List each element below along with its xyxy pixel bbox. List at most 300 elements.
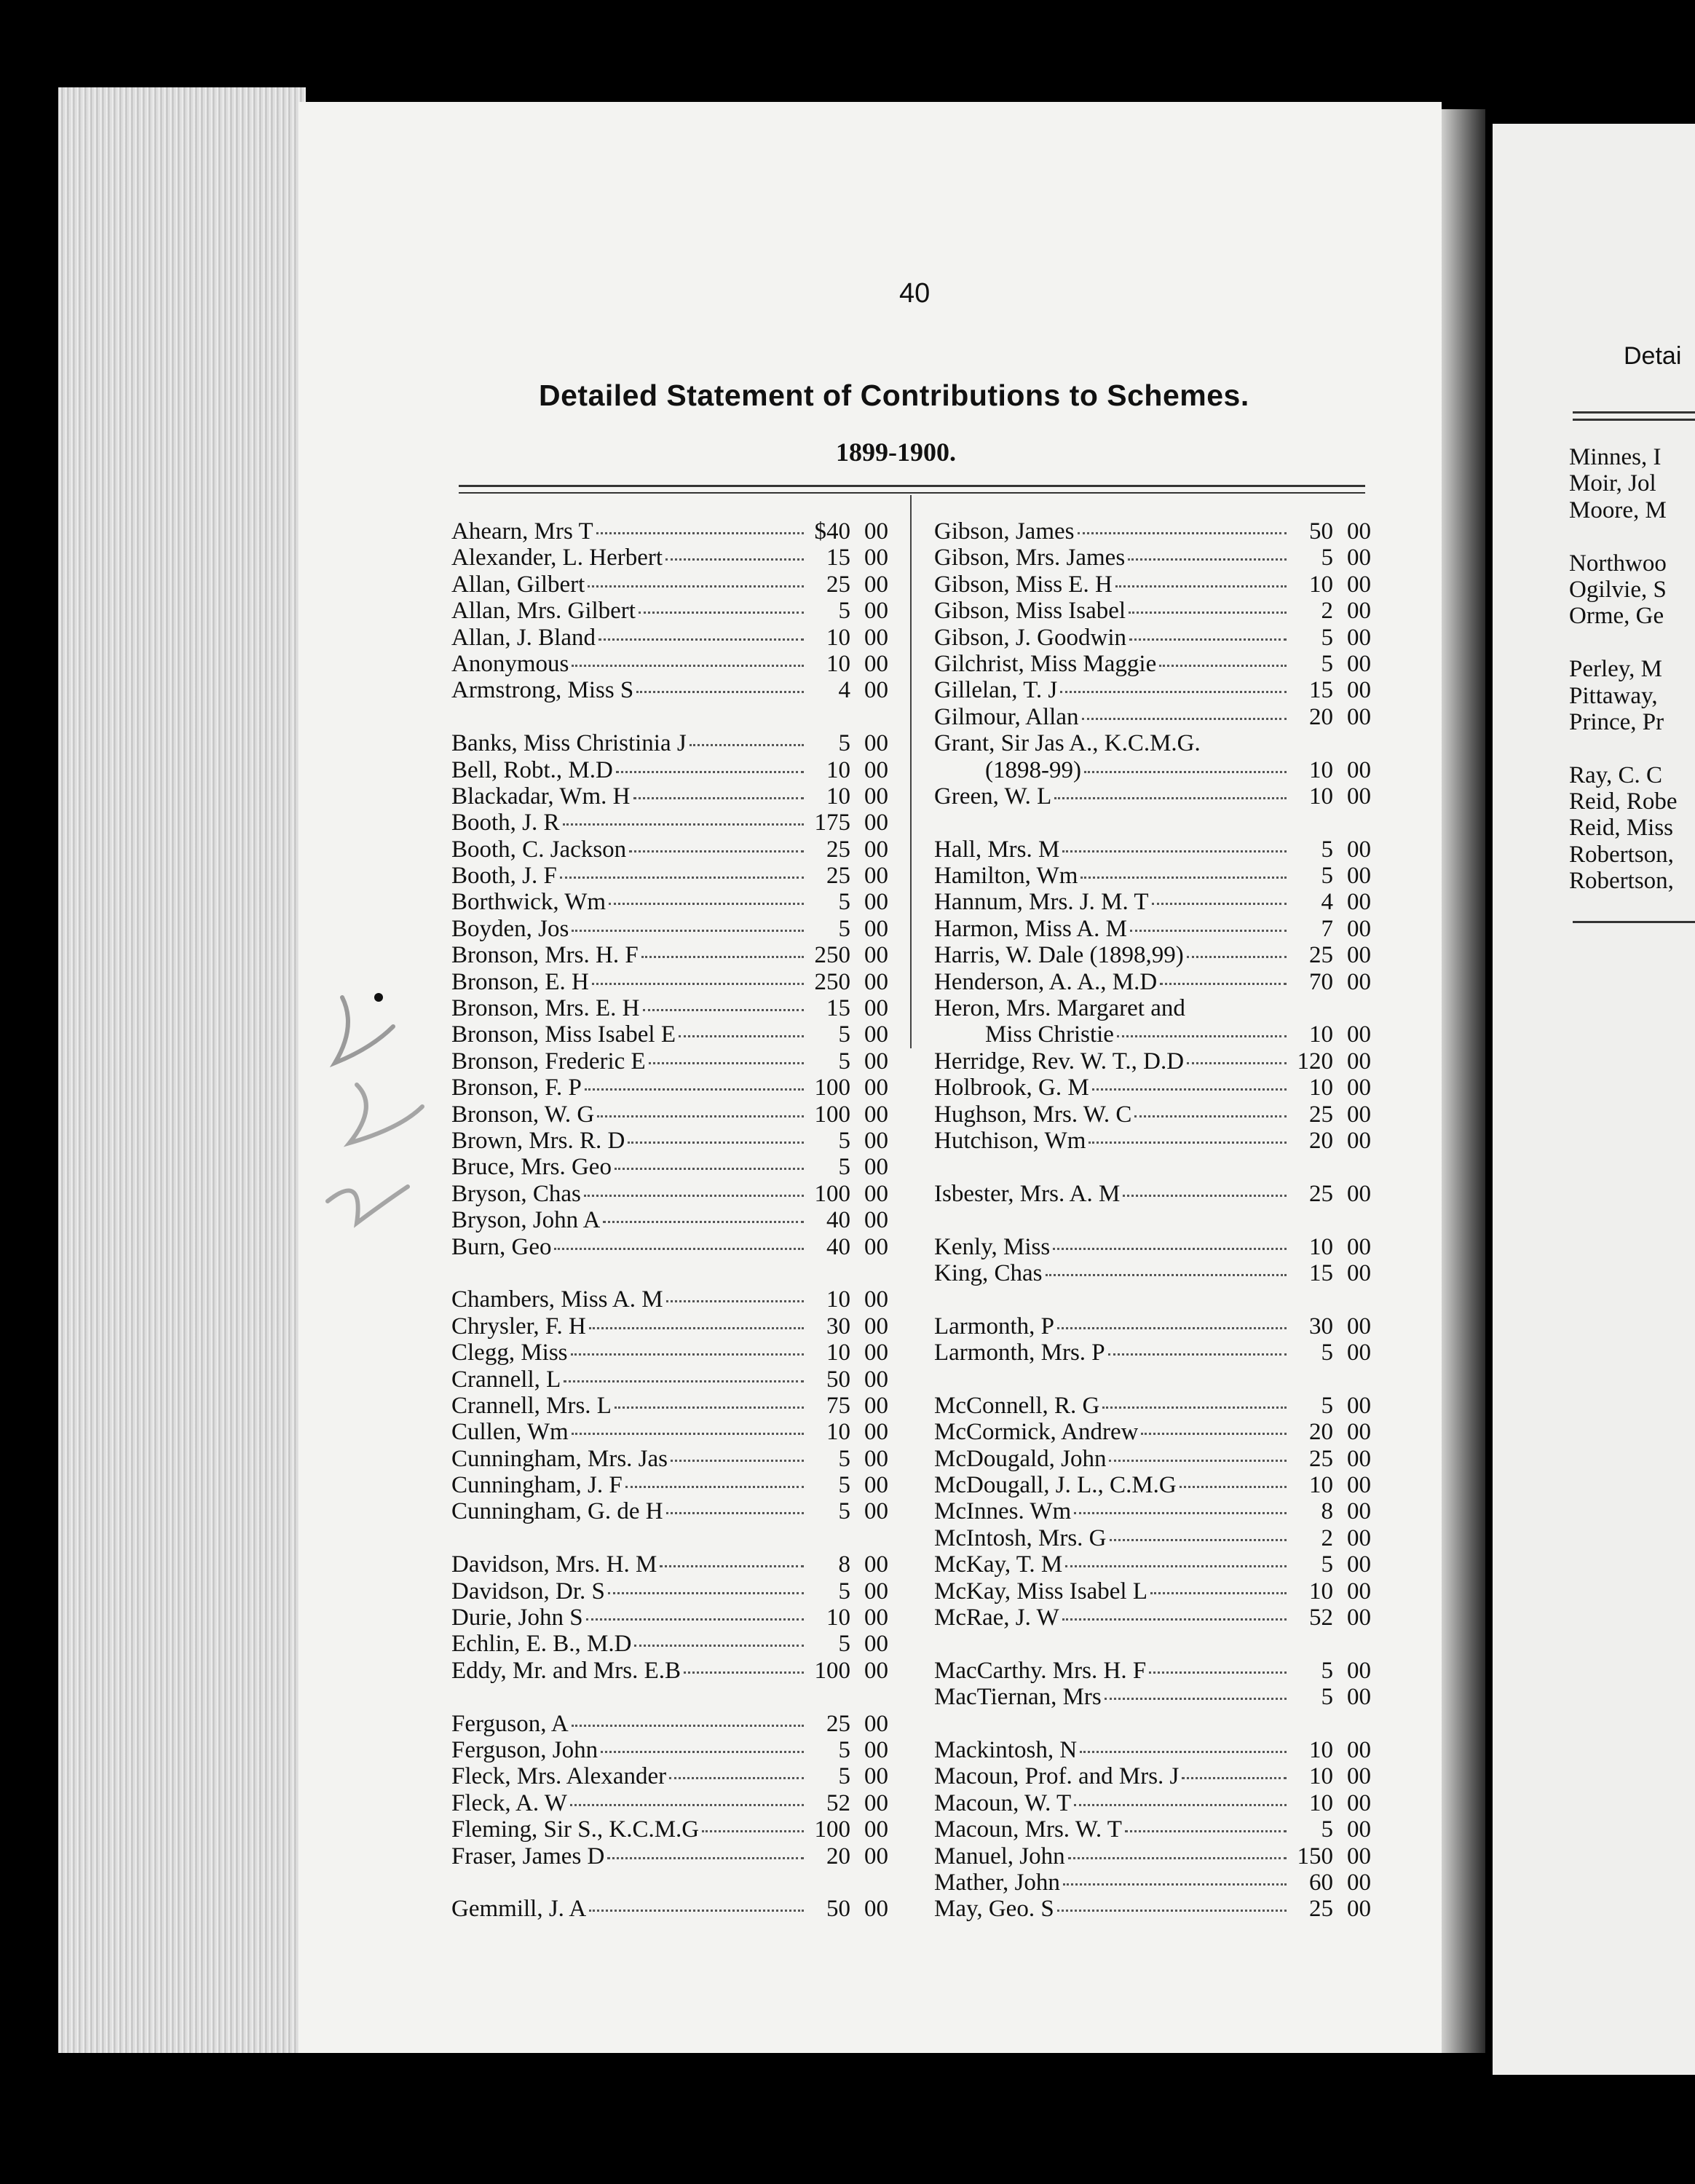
contribution-amount — [1289, 651, 1371, 678]
amount-cents: 00 — [1347, 1472, 1371, 1499]
contributor-name: Chambers, Miss A. M — [451, 1286, 663, 1313]
page-title: Detailed Statement of Contributions to Schemes. — [539, 379, 1249, 412]
contributor-name: Armstrong, Miss S — [451, 677, 634, 704]
amount-dollars: 50 — [1309, 518, 1333, 545]
amount-cents: 00 — [1347, 1498, 1371, 1525]
contribution-amount — [807, 916, 888, 943]
amount-cents: 00 — [864, 1392, 888, 1419]
next-page-entry: Robertson, — [1569, 841, 1674, 868]
amount-dollars: 52 — [1309, 1605, 1333, 1631]
contribution-entry — [451, 1631, 888, 1657]
amount-cents: 00 — [1347, 1605, 1371, 1631]
contributor-name: Larmonth, Mrs. P — [934, 1340, 1105, 1366]
amount-dollars: 100 — [814, 1657, 850, 1684]
contributor-name: Allan, J. Bland — [451, 624, 596, 651]
dot-leader — [1078, 515, 1287, 534]
contributor-name: Fleck, Mrs. Alexander — [451, 1763, 667, 1790]
amount-dollars: 25 — [1309, 1896, 1333, 1923]
amount-dollars: 250 — [814, 942, 850, 969]
amount-cents: 00 — [864, 1021, 888, 1048]
amount-dollars: 52 — [826, 1789, 850, 1816]
amount-cents: 00 — [864, 545, 888, 571]
amount-cents: 00 — [1347, 756, 1371, 783]
contribution-amount — [807, 625, 888, 652]
amount-cents: 00 — [864, 1207, 888, 1234]
amount-cents: 00 — [1347, 1843, 1371, 1870]
amount-cents: 00 — [1347, 1313, 1371, 1340]
dot-leader — [589, 1892, 804, 1912]
contributor-name: Booth, C. Jackson — [451, 836, 627, 863]
dot-leader — [571, 1336, 804, 1356]
amount-dollars: 10 — [1309, 756, 1333, 783]
amount-dollars: 5 — [838, 1154, 850, 1181]
amount-cents: 00 — [1347, 703, 1371, 730]
contributor-name: Henderson, A. A., M.D — [934, 968, 1158, 995]
contributor-name: Gibson, Mrs. James — [934, 545, 1126, 571]
contribution-amount — [807, 1551, 888, 1578]
contribution-amount — [807, 995, 888, 1022]
contribution-entry — [451, 1419, 888, 1445]
dot-leader — [1141, 1415, 1287, 1435]
next-page-entry: Minnes, I — [1569, 444, 1662, 470]
amount-cents: 00 — [864, 1472, 888, 1499]
amount-cents: 00 — [864, 1736, 888, 1763]
contributor-name: Hall, Mrs. M — [934, 836, 1060, 863]
amount-cents: 00 — [1347, 889, 1371, 916]
dot-leader — [1054, 780, 1287, 799]
dot-leader — [1102, 1389, 1287, 1409]
dot-leader — [570, 1787, 804, 1806]
amount-cents: 00 — [864, 1710, 888, 1737]
contributor-name: Manuel, John — [934, 1843, 1065, 1870]
amount-dollars: 5 — [838, 1631, 850, 1658]
contributor-name: Larmonth, P — [934, 1313, 1054, 1340]
dot-leader — [666, 1495, 804, 1514]
amount-cents: 00 — [864, 1763, 888, 1790]
dot-leader — [584, 1177, 804, 1197]
amount-dollars: 10 — [826, 624, 850, 651]
contribution-amount — [1289, 1021, 1371, 1048]
amount-cents: 00 — [864, 942, 888, 969]
contributor-name: Hamilton, Wm — [934, 863, 1078, 890]
amount-cents: 00 — [864, 1896, 888, 1923]
dot-leader — [1134, 1098, 1287, 1117]
contribution-entry — [451, 1843, 888, 1870]
amount-dollars: 40 — [826, 1207, 850, 1234]
contribution-amount — [1289, 1128, 1371, 1155]
contribution-amount — [1289, 1393, 1371, 1420]
contributor-name: Gilmour, Allan — [934, 703, 1079, 730]
amount-dollars: 10 — [1309, 1578, 1333, 1605]
contributor-name: Gemmill, J. A — [451, 1896, 587, 1923]
contributor-name: (1898-99) — [985, 756, 1081, 783]
contributor-name: Allan, Mrs. Gilbert — [451, 598, 636, 625]
contributor-name: Hutchison, Wm — [934, 1127, 1086, 1154]
amount-dollars: 25 — [1309, 1445, 1333, 1472]
contribution-entry — [934, 1021, 1371, 1048]
next-page-entry — [1569, 735, 1677, 761]
amount-cents: 00 — [1347, 650, 1371, 677]
amount-cents: 00 — [864, 1631, 888, 1658]
contribution-entry — [934, 704, 1371, 730]
amount-cents: 00 — [864, 1313, 888, 1340]
amount-cents: 00 — [1347, 624, 1371, 651]
amount-cents: 00 — [864, 1498, 888, 1525]
amount-cents: 00 — [1347, 863, 1371, 890]
amount-dollars: 75 — [826, 1392, 850, 1419]
contributor-name: Isbester, Mrs. A. M — [934, 1180, 1121, 1207]
amount-cents: 00 — [1347, 836, 1371, 863]
dot-leader — [684, 1654, 804, 1674]
amount-cents: 00 — [1347, 677, 1371, 704]
next-page-entry: Moir, Jol — [1569, 470, 1656, 497]
dot-leader — [649, 1045, 804, 1064]
amount-dollars: 5 — [838, 730, 850, 757]
contribution-entry — [451, 1234, 888, 1260]
amount-cents: 00 — [864, 677, 888, 704]
dot-leader — [633, 780, 805, 799]
dot-leader — [702, 1813, 804, 1832]
contribution-amount — [807, 836, 888, 863]
contribution-amount — [1289, 1101, 1371, 1128]
amount-cents: 00 — [864, 1180, 888, 1207]
contribution-amount — [1289, 1446, 1371, 1473]
amount-dollars: $40 — [814, 518, 850, 545]
contribution-amount — [807, 1605, 888, 1631]
amount-cents: 00 — [1347, 571, 1371, 598]
contribution-amount — [1289, 1578, 1371, 1605]
amount-cents: 00 — [1347, 1419, 1371, 1446]
contribution-amount — [807, 1578, 888, 1605]
contributor-name: Bruce, Mrs. Geo — [451, 1154, 612, 1181]
page-number: 40 — [899, 278, 931, 309]
dot-leader — [1105, 1680, 1287, 1700]
contributor-name: Bronson, E. H — [451, 968, 589, 995]
dot-leader — [665, 541, 804, 561]
dot-leader — [1074, 1787, 1287, 1806]
dot-leader — [1125, 1813, 1287, 1832]
dot-leader — [608, 1575, 804, 1594]
contributor-name: Ferguson, John — [451, 1736, 598, 1763]
contribution-amount — [1289, 1048, 1371, 1075]
amount-dollars: 25 — [1309, 1180, 1333, 1207]
contribution-amount — [807, 757, 888, 784]
amount-cents: 00 — [864, 1816, 888, 1843]
amount-cents: 00 — [864, 810, 888, 836]
next-page-entry: Ray, C. C — [1569, 761, 1663, 788]
contributor-name: Bryson, John A — [451, 1207, 601, 1234]
contribution-entry — [934, 916, 1371, 942]
contribution-amount — [807, 1763, 888, 1790]
amount-dollars: 5 — [838, 1445, 850, 1472]
amount-dollars: 60 — [1309, 1869, 1333, 1896]
amount-dollars: 10 — [826, 1605, 850, 1631]
amount-cents: 00 — [1347, 1233, 1371, 1260]
contribution-amount — [807, 942, 888, 969]
contribution-amount — [1289, 1181, 1371, 1208]
contribution-amount — [807, 1498, 888, 1525]
contributor-name: Harris, W. Dale (1898,99) — [934, 942, 1184, 969]
amount-dollars: 150 — [1297, 1843, 1333, 1870]
dot-leader — [1123, 1177, 1287, 1197]
contribution-amount — [1289, 863, 1371, 890]
amount-dollars: 10 — [1309, 783, 1333, 810]
contributor-name: McIntosh, Mrs. G — [934, 1524, 1107, 1551]
dot-leader — [636, 673, 804, 693]
dot-leader — [560, 859, 804, 879]
amount-dollars: 25 — [826, 836, 850, 863]
contribution-amount — [1289, 916, 1371, 943]
amount-dollars: 120 — [1297, 1048, 1333, 1075]
contribution-amount — [807, 1631, 888, 1658]
contributor-name: Echlin, E. B., M.D — [451, 1631, 632, 1658]
contributor-name: Banks, Miss Christinia J — [451, 730, 687, 757]
amount-dollars: 5 — [838, 1763, 850, 1790]
dot-leader — [597, 1098, 804, 1117]
amount-dollars: 5 — [838, 1127, 850, 1154]
amount-cents: 00 — [864, 1445, 888, 1472]
amount-dollars: 5 — [1321, 545, 1333, 571]
contribution-amount — [1289, 942, 1371, 969]
amount-cents: 00 — [1347, 1896, 1371, 1923]
contribution-amount — [807, 1472, 888, 1499]
contribution-amount — [807, 598, 888, 625]
dot-leader — [1152, 885, 1287, 905]
amount-cents: 00 — [864, 598, 888, 625]
dot-leader — [1129, 594, 1287, 614]
contribution-entry — [934, 969, 1371, 995]
dot-leader — [634, 1627, 804, 1647]
contributor-name: Fraser, James D — [451, 1843, 605, 1870]
contributor-name: Bronson, Mrs. H. F — [451, 942, 639, 969]
amount-cents: 00 — [1347, 1736, 1371, 1763]
contributor-name: Bronson, F. P — [451, 1075, 582, 1101]
dot-leader — [589, 1310, 804, 1329]
dot-leader — [628, 1124, 804, 1144]
contributor-name: Anonymous — [451, 650, 569, 677]
contribution-amount — [1289, 1525, 1371, 1552]
amount-cents: 00 — [1347, 915, 1371, 942]
contributor-name: Macoun, Mrs. W. T — [934, 1816, 1122, 1843]
contributor-name: Chrysler, F. H — [451, 1313, 586, 1340]
contributor-name: Ahearn, Mrs T — [451, 518, 593, 545]
page-subtitle: 1899-1900. — [836, 438, 956, 467]
contributor-name: Gibson, Miss Isabel — [934, 598, 1126, 625]
contribution-amount — [807, 1207, 888, 1234]
next-page-entry: Reid, Robe — [1569, 788, 1678, 815]
amount-cents: 00 — [864, 1154, 888, 1181]
amount-dollars: 5 — [838, 1578, 850, 1605]
amount-cents: 00 — [864, 756, 888, 783]
amount-cents: 00 — [1347, 545, 1371, 571]
dot-leader — [585, 1071, 804, 1091]
contribution-amount — [1289, 1419, 1371, 1446]
contribution-amount — [807, 677, 888, 704]
contributor-name: Macoun, W. T — [934, 1789, 1072, 1816]
amount-cents: 00 — [864, 1843, 888, 1870]
dot-leader — [679, 1018, 804, 1037]
contributor-name: Fleck, A. W — [451, 1789, 567, 1816]
contributor-name: Davidson, Mrs. H. M — [451, 1551, 657, 1578]
amount-dollars: 100 — [814, 1075, 850, 1101]
amount-cents: 00 — [1347, 783, 1371, 810]
dot-leader — [1080, 859, 1287, 879]
amount-dollars: 50 — [826, 1896, 850, 1923]
contributor-name: Durie, John S — [451, 1605, 583, 1631]
dot-leader — [1057, 1892, 1287, 1912]
contributor-name: Davidson, Dr. S — [451, 1578, 605, 1605]
dot-leader — [592, 965, 804, 985]
contributor-name: Gibson, J. Goodwin — [934, 624, 1127, 651]
contribution-amount — [807, 730, 888, 757]
contribution-amount — [1289, 1498, 1371, 1525]
amount-cents: 00 — [864, 650, 888, 677]
contributor-name: Bronson, W. G — [451, 1101, 595, 1128]
contribution-entry — [934, 1605, 1371, 1631]
contribution-entry — [934, 942, 1371, 968]
dot-leader — [643, 992, 804, 1011]
amount-dollars: 5 — [1321, 863, 1333, 890]
amount-dollars: 5 — [1321, 1684, 1333, 1711]
amount-cents: 00 — [1347, 1816, 1371, 1843]
amount-cents: 00 — [1347, 598, 1371, 625]
amount-cents: 00 — [864, 836, 888, 863]
contributor-name: Macoun, Prof. and Mrs. J — [934, 1763, 1180, 1790]
contributor-name: Clegg, Miss — [451, 1340, 568, 1366]
contributor-name: McInnes. Wm — [934, 1498, 1072, 1525]
amount-dollars: 5 — [1321, 624, 1333, 651]
contribution-amount — [807, 1101, 888, 1128]
amount-cents: 00 — [864, 1605, 888, 1631]
dot-leader — [1149, 1654, 1287, 1674]
amount-dollars: 10 — [1309, 1472, 1333, 1499]
amount-dollars: 10 — [1309, 1789, 1333, 1816]
dot-leader — [607, 1840, 804, 1859]
contributor-name: King, Chas — [934, 1259, 1043, 1286]
contributor-name: Eddy, Mr. and Mrs. E.B — [451, 1657, 681, 1684]
book-page-edges — [58, 87, 306, 2053]
amount-dollars: 5 — [838, 1498, 850, 1525]
amount-dollars: 15 — [1309, 1259, 1333, 1286]
amount-cents: 00 — [864, 889, 888, 916]
dot-leader — [572, 1707, 804, 1727]
contribution-amount — [807, 1154, 888, 1181]
contribution-entry — [451, 995, 888, 1021]
next-page-entry: Robertson, — [1569, 868, 1674, 895]
contributor-name: Gibson, Miss E. H — [934, 571, 1113, 598]
contribution-amount — [1289, 1843, 1371, 1870]
amount-cents: 00 — [864, 915, 888, 942]
amount-dollars: 5 — [838, 1048, 850, 1075]
next-page-rule — [1573, 419, 1695, 421]
contributor-name: May, Geo. S — [934, 1896, 1054, 1923]
amount-dollars: 5 — [1321, 1392, 1333, 1419]
contributor-name: Gilchrist, Miss Maggie — [934, 650, 1157, 677]
amount-dollars: 15 — [826, 995, 850, 1022]
contribution-entry — [934, 783, 1371, 810]
amount-dollars: 10 — [1309, 571, 1333, 598]
amount-dollars: 15 — [826, 545, 850, 571]
amount-dollars: 15 — [1309, 677, 1333, 704]
amount-dollars: 5 — [838, 1736, 850, 1763]
contribution-amount — [807, 783, 888, 810]
contributor-name: Harmon, Miss A. M — [934, 915, 1127, 942]
contribution-amount — [807, 1128, 888, 1155]
contributor-name: Holbrook, G. M — [934, 1075, 1089, 1101]
dot-leader — [1065, 1548, 1287, 1567]
contributor-name: Ferguson, A — [451, 1710, 569, 1737]
contribution-amount — [1289, 625, 1371, 652]
amount-dollars: 2 — [1321, 598, 1333, 625]
contribution-entry — [934, 1446, 1371, 1472]
contribution-amount — [1289, 571, 1371, 598]
next-page-entry: Pittaway, — [1569, 682, 1658, 709]
contribution-amount — [1289, 1234, 1371, 1261]
contributor-name: Crannell, Mrs. L — [451, 1392, 612, 1419]
contribution-amount — [807, 1737, 888, 1764]
amount-dollars: 4 — [1321, 889, 1333, 916]
contribution-amount — [1289, 1340, 1371, 1366]
dot-leader — [1062, 1601, 1287, 1621]
dot-leader — [601, 1733, 804, 1753]
dot-leader — [1110, 1522, 1287, 1541]
contributor-name: Booth, J. F — [451, 863, 557, 890]
contributor-name: Crannell, L — [451, 1366, 561, 1393]
dot-leader — [586, 1601, 804, 1621]
contributor-name: Cullen, Wm — [451, 1419, 569, 1446]
contribution-amount — [1289, 1737, 1371, 1764]
contributor-name: Booth, J. R — [451, 810, 560, 836]
contribution-amount — [807, 1446, 888, 1473]
amount-cents: 00 — [1347, 1392, 1371, 1419]
contributor-name: Hughson, Mrs. W. C — [934, 1101, 1132, 1128]
book-gutter — [1442, 109, 1485, 2053]
dot-leader — [615, 1150, 804, 1170]
dot-leader — [598, 621, 804, 641]
contributor-name: Cunningham, G. de H — [451, 1498, 663, 1525]
contribution-amount — [807, 1234, 888, 1261]
header-rule — [459, 492, 1365, 494]
contribution-amount — [807, 1340, 888, 1366]
contribution-amount — [807, 1021, 888, 1048]
contribution-amount — [807, 1366, 888, 1393]
amount-cents: 00 — [864, 1075, 888, 1101]
header-rule — [459, 485, 1365, 487]
amount-dollars: 5 — [1321, 1657, 1333, 1684]
dot-leader — [572, 912, 804, 932]
contributor-name: Blackadar, Wm. H — [451, 783, 631, 810]
amount-dollars: 8 — [1321, 1498, 1333, 1525]
amount-dollars: 70 — [1309, 968, 1333, 995]
amount-cents: 00 — [864, 1127, 888, 1154]
amount-cents: 00 — [864, 518, 888, 545]
dot-leader — [563, 806, 804, 826]
amount-cents: 00 — [1347, 1445, 1371, 1472]
dot-leader — [1057, 1310, 1287, 1329]
contribution-amount — [807, 571, 888, 598]
amount-dollars: 5 — [838, 1472, 850, 1499]
dot-leader — [641, 938, 804, 958]
amount-dollars: 30 — [826, 1313, 850, 1340]
contribution-amount — [1289, 757, 1371, 784]
dot-leader — [588, 568, 804, 587]
dot-leader — [1187, 1045, 1287, 1064]
amount-dollars: 20 — [826, 1843, 850, 1870]
contributor-name: Mackintosh, N — [934, 1736, 1078, 1763]
contribution-amount — [807, 1711, 888, 1738]
amount-dollars: 25 — [826, 1710, 850, 1737]
amount-dollars: 100 — [814, 1816, 850, 1843]
